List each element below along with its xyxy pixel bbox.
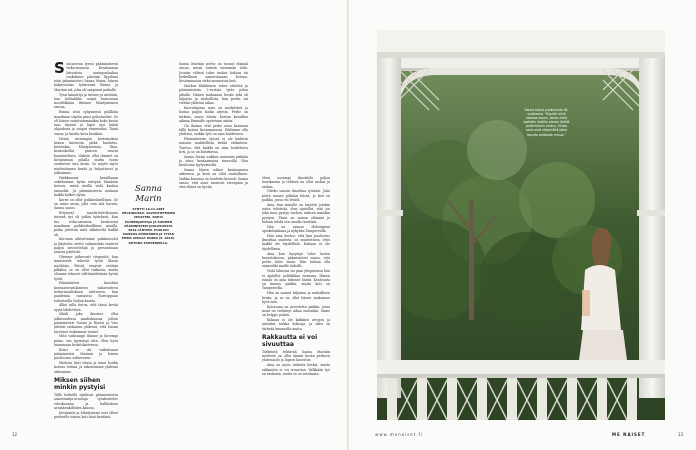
paragraph: On ihanaa, että perhe asuu kanssani tällä kertaa Kesärannassa. Ehdimme olla yhdessä, vaikka työt on aina hoidettava. [179,123,248,137]
paragraph: Meni useampi ilmoittelu paljon tuntikausia ja tehtävä on ollut raskas ja raskas. [262,176,330,189]
magazine-name-footer: ME NAISET [612,432,646,437]
paragraph: Aina on myös vaikeita hetkiä, mutta rakkautta ei voi sivuuttaa. Valkkään työ on raskasta, mutta se on arvokasta. [262,363,330,376]
paragraph: Tärkeintä tehtävää Sanna Marinin mielestä on ollut tämän kesän perheen yhdessäolo ja lapsen kasvatus. [262,349,330,363]
paragraph: Pääministerin työssä ei ole kaikista asioista mahdollista tietää etukäteen. Tuntuu, että kaikki on aina hoidettava heti, ja se on kuluttavaa. [179,137,248,154]
paragraph: Sanna Marin näkee kesäaamuna arkeensa, ja kesä on ollut rauhallinen. Vaikka koronaa on hoidettu kovasti, Sanna sanoo, että asiat menevät eteenpäin ja että elämä on hyvää. [179,168,248,190]
subheading: Miksen siihen minkin pystyisi [54,377,106,392]
subheading: Rakkautta ei voi sivuuttaa [262,333,318,348]
paragraph: Kasvattajana mies on merkittävä ja hoitaa paljon kodin arjesta. Perhe on tärkein, sanoo Marin. Kerran kesäillan aikana Emmalle opetetaan uintia. [179,105,248,123]
paragraph: Sanna Marin nukkuu aamuisin pitkään ja istuu kesäaamuina terassilla. Hän kuulostaa tyytyväiseltä. [179,154,248,168]
paragraph: Alkoi tulla tietoa, että tässä kevää syytä lähdettävä. [54,303,118,312]
paragraph: Hän on saanut hiljaisen ja rauhallisen kesän, ja se on ollut hänen mukaansa hyvä asia. [262,291,330,304]
paragraph: uutarovan tyrssi pääministerin virka-asunnon Kesärannan laituriista auringonlaskua toukokuun päivänä. Kyydissä istui pääministeri Sanna Marin, hänen kaksivuotias tyttärensä Emma ja Marinin isä, joka oli saapunut paikalle. [54,62,118,92]
article-column-1 [54,62,118,440]
paragraph: Markus Räikkönen tekee etätöitä ja pääministerin 2-vuotias tytär pelaa pihalla. Hänen mukaansa kesän arki oli hiljaista ja rauhallista, kun perhe sai viettää yhdessä aikaa. [179,83,248,106]
paragraph: Kukaan ei ole kaikkien arvojen ja asioiden tarkka kokoaja, ja siksi on tärkeää kuunnella muita. [262,318,330,331]
paragraph: Sanna Marinin perhe on tuonut elämää aruun, missä entistä enemmän töitä. Jossain välissä tulee raskas kokous tai hetkellinen aamutuimaan kotona. Kesärannassa virka-asunnossa koti. [179,62,248,84]
paragraph: Vielä lukiossa tai pian yliopistossa hän ei ajatellut politiikkaa uranaan. Hänen isänsä on aina tukenut häntä. Kesäranta on kaunis paikka, mutta koti on Tampereella. [262,269,330,291]
paragraph: Hiekkasaari kesäillaaan sukeltamme hyvin niittynä hämärän tietoon, mistä meillä vielä kesken rannoilla. Ja pääministerin mukaan kaikki kulkee hyvin. [54,175,118,197]
profile-bio: SYNTYI 16.11.1985 HELSINGISSÄ. VALTIOTIETEIDEN MAISTERI. SDP:N PUHEENJOHTAJA JA SUOMEN PÄÄMINISTERI JOULUKUUSTA 2019 LÄHTIEN. PUOLISO MARKUS RÄIKKÖNEN JA TYTÄR EMMA AMALIA MARIN (S. 2018). KOTONA TAMPEREELLA. [121,207,176,245]
paragraph: Pääministeri havahtui koronavirustilanteen vakavuuteen helmi-maaliskuun taitteessa, kun pandemia rantautui Eurooppaan todenteolla Italian kautta. [54,281,118,303]
profile-name: Sanna Marin [135,184,162,204]
article-column-2 [179,62,248,440]
paragraph: Olemme jatkuvasti väsyneitä, kun ministeriöt tekevät työtä illasta myöhään. Päivät venyvät erittäin pitkiksi, se on ollut raskasta, mutta olemme tehneet välttämättömän hyvää työtä. [54,255,118,281]
paragraph: Kesäranta ja Mäntyniemi ovat olleet perheelle toinen koti tänä keväänä. [54,410,118,420]
page-number-right: 13 [678,432,684,437]
paragraph: Aina kun kysymys tulee lasten kasvatukseen, pääministeri sanoo, että perhe tulee ensin. Hän haluaa olla esimerkki muille äideille. [262,251,330,269]
paragraph: Sikäli joku ilmoitus ollut julkisuudessa maaliskuussa, jolloin pääministeri Suomi ja Ruotsi ja Viro jättivät ratkaisun yhdessä, että Suomi tarvitsee tiukemmat toimet. [54,312,118,334]
paragraph: Heinä varmimpia kertomuksia hänen kuiviosta pitkä kuulutus. Kuitenkin, Mäntyniemen, Iltaa, kesäsukellat parisen suurin haastateltava. Vaikein ollut ihmiset on Kesärannan pihalla mutta tuntu suuttuivat niin kovin. Se näytti myös mielestämme kesää ja helpottavat ja jatkoimme. [54,136,118,175]
paragraph: Kotoroma on arvostettu paikka, jossa moni on viettänyt aikaa ennenkin. Sinne on helppo palata. [262,304,330,318]
paragraph: Aina, kun minulle on tarjottu jotakin uutta tehtävää, olen ajatellut, että jos joku muu pystyy tuohon, miksen minäkin pystyisi. Tämä on minun elämäni ja haluan tehdä sen omalla tavallani. [262,202,330,224]
paragraph: Mitä vaikeampi tilanne ja kovempi paine, sen tyynempi olen. Olen hyvä toimimaan kriisitilanteessa. [54,334,118,347]
paragraph: Hän aina kertoo, että kun puolustus ilmoittaa uudesta, on muistettava, ettei kaikki ole täydellistä. Kukaan ei ole täydellinen. [262,233,330,251]
paragraph: Emma istui syliyanissä päällään maailman söpöin pinsi pelastusliivi. Se oli hänen suosituimmanikin koko kesän taas täynnä ja lapsi ajoi hätää ohjauksen ja saapui viimeiseksi. Tämä osaan, ja kuulin kova kesäkuu. [54,110,118,136]
paragraph: Kerrit on ollut poikkeuksellinen. Se on aivan uusia, jolla voin sitä havata, Sanna sanoo. [54,197,118,211]
paragraph: Mieheni kävi töissä ja minä hoidin kotona töitäni, ja rakensimme yhdessä arkeamme. [54,361,118,374]
page-number-left: 12 [12,432,18,437]
article-column-3 [262,176,330,440]
paragraph: Kriisi ei ole vaikuttanut pääministeri Marinin ja hänen puolisonsa suhteeseen. [54,347,118,361]
paragraph: Ettytaval maalis-huhtikuussa toisenä nyt oli pitkin tytärkesä. Kun tuo virka-asunnon kesäisessä maailman poikkeuksellinen muulla, poika jätettiin mitä näköiseltä kaikki oli. [54,211,118,237]
page-gutter [347,0,349,450]
paragraph: Tällä hetkellä sipilässä pääministerin asiantuntija-avustaja työskentelee eduskunnan ja hallituksen avainhenkilöiden kanssa. [54,393,118,410]
paragraph: Koronan aiheuttamat poikkeusolot ja käyttöön otettu valmiuslaki vaativat paljon neuvottelujä ja persuntuaan asiasta päätöstä. [54,237,118,255]
drop-cap: S [54,62,65,77]
website-footer: www.menaiset.fi [375,432,424,437]
paragraph: Hän on asunut Helsingissä opiskeluaikana ja nykyään Tampereella. [262,224,330,234]
profile-sidebar [121,185,176,245]
photo-caption: Sanna toipui puolivuosia 18-vuotiaana. "Kipuilin siinä asiassa kauan, koska ehkä ajattelin kaikilla olevan äidillä jonkinlainen vastuu. Mutta asiat ovat väsymättä jotka lopulta auttoivat minua." [523,108,570,137]
portrait-photo [377,30,665,420]
paragraph: Oletko sanoin ilmoittaa työstäsi. Joka päivä menee pitkään töissä, ja koti on paikka, jossa voi levätä. [262,189,330,202]
paragraph: Tyssi kiinnittyi ja tutisee ja niistään, hun kohtalikko sarjat kuinsuuan moottikkään lähenee Mäntyniemen rantaa. [54,92,118,110]
